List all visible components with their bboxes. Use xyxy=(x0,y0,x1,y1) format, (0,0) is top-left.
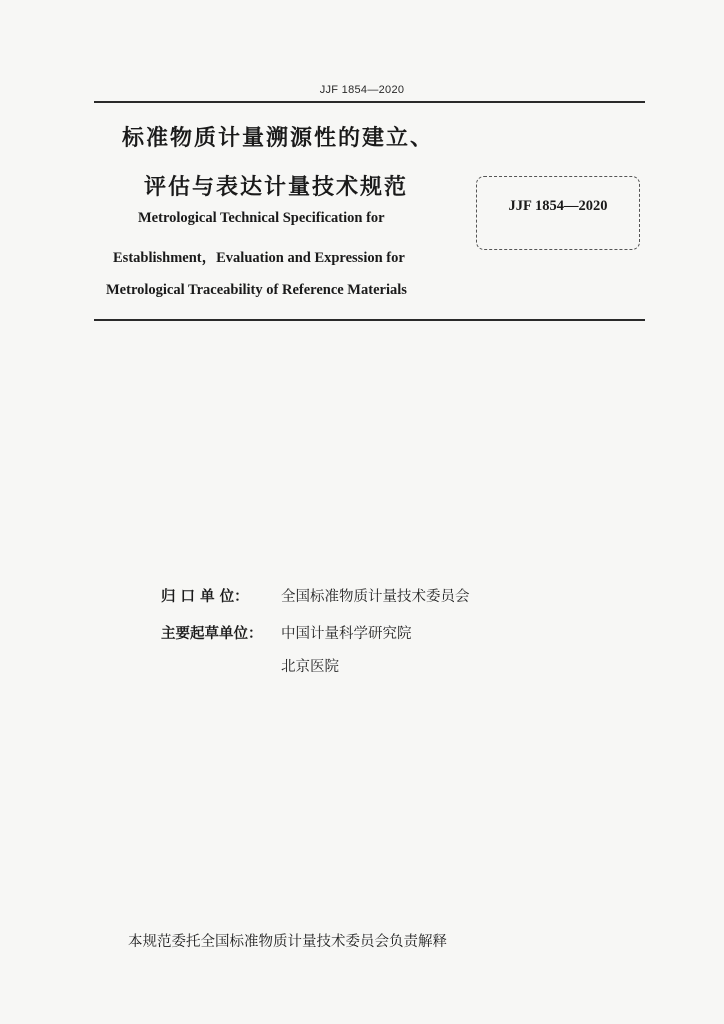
top-divider xyxy=(94,101,645,103)
standard-code-box xyxy=(476,176,640,250)
drafting-unit-row-2 xyxy=(281,655,339,676)
title-cn-line1: 标准物质计量溯源性的建立、 xyxy=(122,126,435,151)
standard-code-text: JJF 1854—2020 xyxy=(508,197,608,214)
bottom-divider xyxy=(94,319,645,321)
header-standard-code: JJF 1854—2020 xyxy=(319,84,405,96)
title-en-line1: Metrological Technical Specification for xyxy=(138,210,385,226)
title-en-line3: Metrological Traceability of Reference Materials xyxy=(106,282,407,298)
title-cn-line2: 评估与表达计量技术规范 xyxy=(144,175,409,200)
drafting-unit-label: 主要起草单位： xyxy=(161,626,263,642)
responsible-unit-value: 全国标准物质计量技术委员会 xyxy=(281,589,470,605)
drafting-unit-row xyxy=(161,622,412,643)
title-en-line2: Establishment，Evaluation and Expression for xyxy=(113,250,405,266)
interpretation-note: 本规范委托全国标准物质计量技术委员会负责解释 xyxy=(128,934,447,950)
responsible-unit-row xyxy=(161,585,470,606)
drafting-unit-value-2: 北京医院 xyxy=(281,659,339,675)
drafting-unit-value-1: 中国计量科学研究院 xyxy=(281,626,412,642)
responsible-unit-label: 归 口 单 位： xyxy=(161,589,249,605)
